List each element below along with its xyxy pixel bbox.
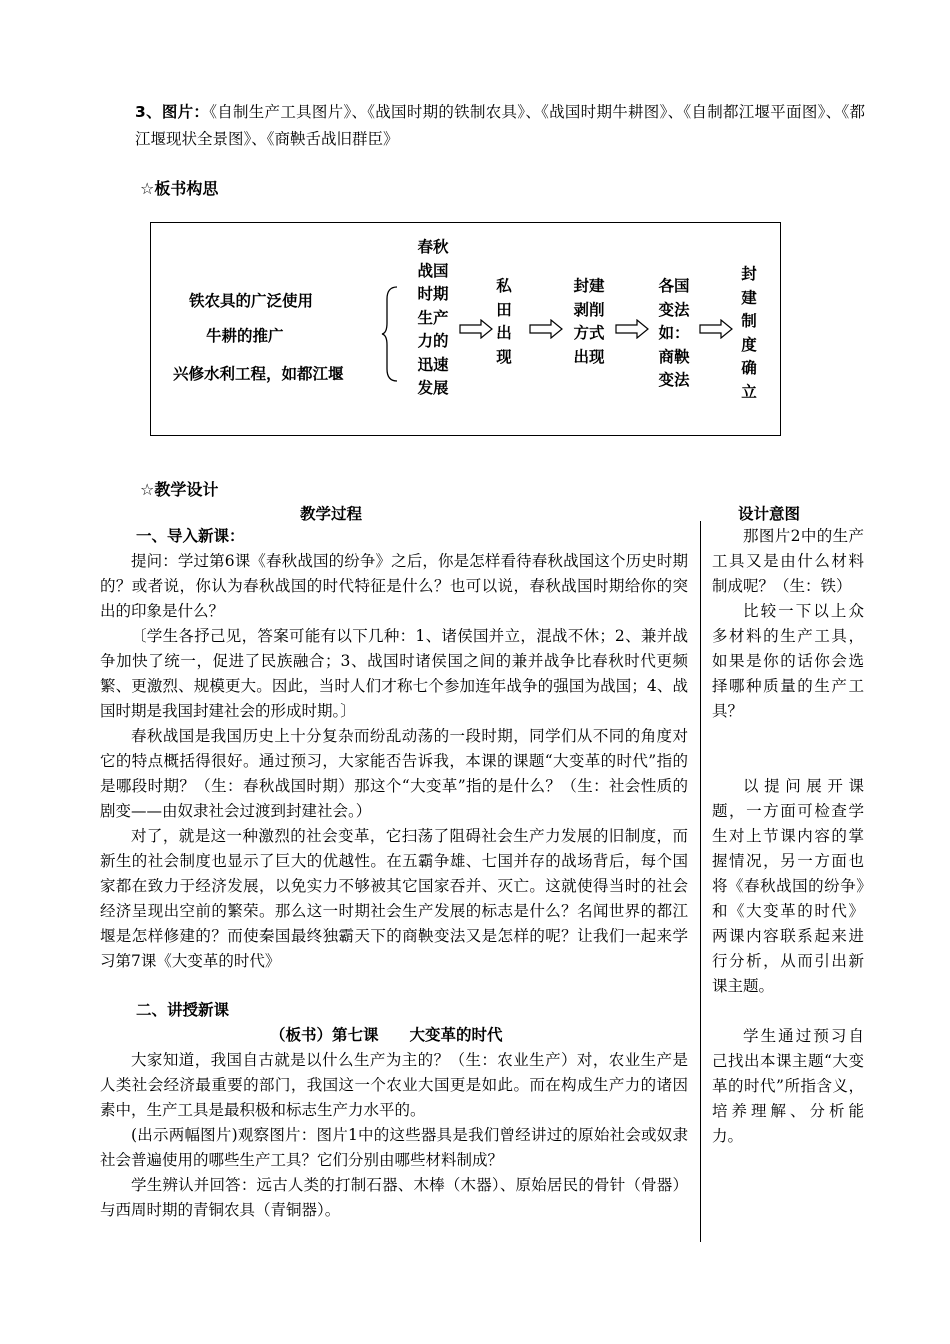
intent-column [712, 524, 864, 1149]
intent-note-1: 那图片2中的生产工具又是由什么材料制成呢？（生：铁） [712, 527, 864, 595]
lesson-paragraph-2: (出示两幅图片)观察图片：图片1中的这些器具是我们曾经讲过的原始社会或奴隶社会普遍使用的哪些生产工具？它们分别由哪些材料制成？ [100, 1126, 688, 1169]
materials-paragraph [135, 99, 865, 153]
col-intent-header: 设计意图 [738, 505, 801, 523]
board-col-exploitation: 封建剥削方式出现 [573, 277, 605, 366]
board-diagram [150, 222, 781, 436]
process-column [100, 524, 688, 1223]
materials-text: 《自制生产工具图片》、《战国时期的铁制农具》、《战国时期牛耕图》、《自制都江堰平面图》、《都江堰现状全景图》、《商鞅舌战旧群臣》 [135, 103, 865, 148]
intent-note-4: 学生通过预习自己找出本课主题“大变革的时代”所指含义，培养理解、分析能力。 [712, 1027, 864, 1145]
lesson-paragraph-3: 学生辨认并回答：远古人类的打制石器、木棒（木器）、原始居民的骨针（骨器）与西周时期的青铜农具（青铜器）。 [100, 1176, 688, 1219]
intent-note-3: 以提问展开课题，一方面可检查学生对上节课内容的掌握情况，另一方面也将《春秋战国的纷争》和《大变革的时代》两课内容联系起来进行分析，从而引出新课主题。 [712, 777, 864, 995]
student-answers: 〔学生各抒己见，答案可能有以下几种：1、诸侯国并立，混战不休；2、兼并战争加快了统一，促进了民族融合；3、战国时诸侯国之间的兼并战争比春秋时代更频繁、更激烈、规模更大。因此，当时人们才称七个参加连年战争的强国为战国；4、战国时期是我国封建社会的形成时期。〕 [100, 627, 688, 720]
col-process-header: 教学过程 [300, 505, 363, 523]
arrow-right-icon [615, 319, 649, 339]
part1-title: 一、导入新课： [136, 527, 245, 545]
part2-title: 二、讲授新课 [136, 1001, 230, 1019]
intro-question: 提问：学过第6课《春秋战国的纷争》之后，你是怎样看待春秋战国这个历史时期的？或者说，你认为春秋战国的时代特征是什么？也可以说，春秋战国时期给你的突出的印象是什么？ [100, 552, 688, 620]
intent-note-2: 比较一下以上众多材料的生产工具，如果是你的话你会选择哪种质量的生产工具？ [712, 602, 864, 720]
arrow-right-icon [459, 319, 493, 339]
arrow-right-icon [529, 319, 563, 339]
board-left-item-3: 兴修水利工程，如都江堰 [173, 365, 344, 383]
board-left-item-1: 铁农具的广泛使用 [189, 292, 314, 310]
board-left-item-2: 牛耕的推广 [206, 327, 284, 345]
board-col-feudal-system: 封建制度确立 [741, 265, 757, 401]
lesson-paragraph-1: 大家知道，我国自古就是以什么生产为主的？（生：农业生产）对，农业生产是人类社会经济最重要的部门，我国这一个农业大国更是如此。而在构成生产力的诸因素中，生产工具是最积极和标志生产力水平的。 [100, 1051, 688, 1119]
board-col-private-land: 私田出现 [496, 277, 512, 366]
column-divider [700, 521, 701, 1242]
materials-label: 3、图片： [135, 103, 210, 121]
board-heading: ☆板书构思 [140, 179, 219, 198]
lesson-title: （板书）第七课 大变革的时代 [270, 1026, 503, 1044]
arrow-right-icon [699, 319, 733, 339]
board-col-reform: 各国变法如：商鞅变法 [658, 277, 690, 389]
intro-paragraph-4: 对了，就是这一种激烈的社会变革，它扫荡了阻碍社会生产力发展的旧制度，而新生的社会制度也显示了巨大的优越性。在五霸争雄、七国并存的战场背后，每个国家都在致力于经济发展，以免实力不够被其它国家吞并、灭亡。这就使得当时的社会经济呈现出空前的繁荣。那么这一时期社会生产发展的标志是什么？名闻世界的都江堰是怎样修建的？而使秦国最终独霸天下的商鞅变法又是怎样的呢？让我们一起来学习第7课《大变革的时代》 [100, 827, 688, 970]
intro-paragraph-3: 春秋战国是我国历史上十分复杂而纷乱动荡的一段时期，同学们从不同的角度对它的特点概括得很好。通过预习，大家能否告诉我，本课的课题“大变革的时代”指的是哪段时期？（生：春秋战国时期）那这个“大变革”指的是什么？（生：社会性质的剧变——由奴隶社会过渡到封建社会。） [100, 727, 688, 820]
brace-icon [381, 285, 405, 383]
design-heading: ☆教学设计 [140, 480, 219, 499]
board-col-productivity: 春秋战国时期生产力的迅速发展 [417, 238, 449, 397]
